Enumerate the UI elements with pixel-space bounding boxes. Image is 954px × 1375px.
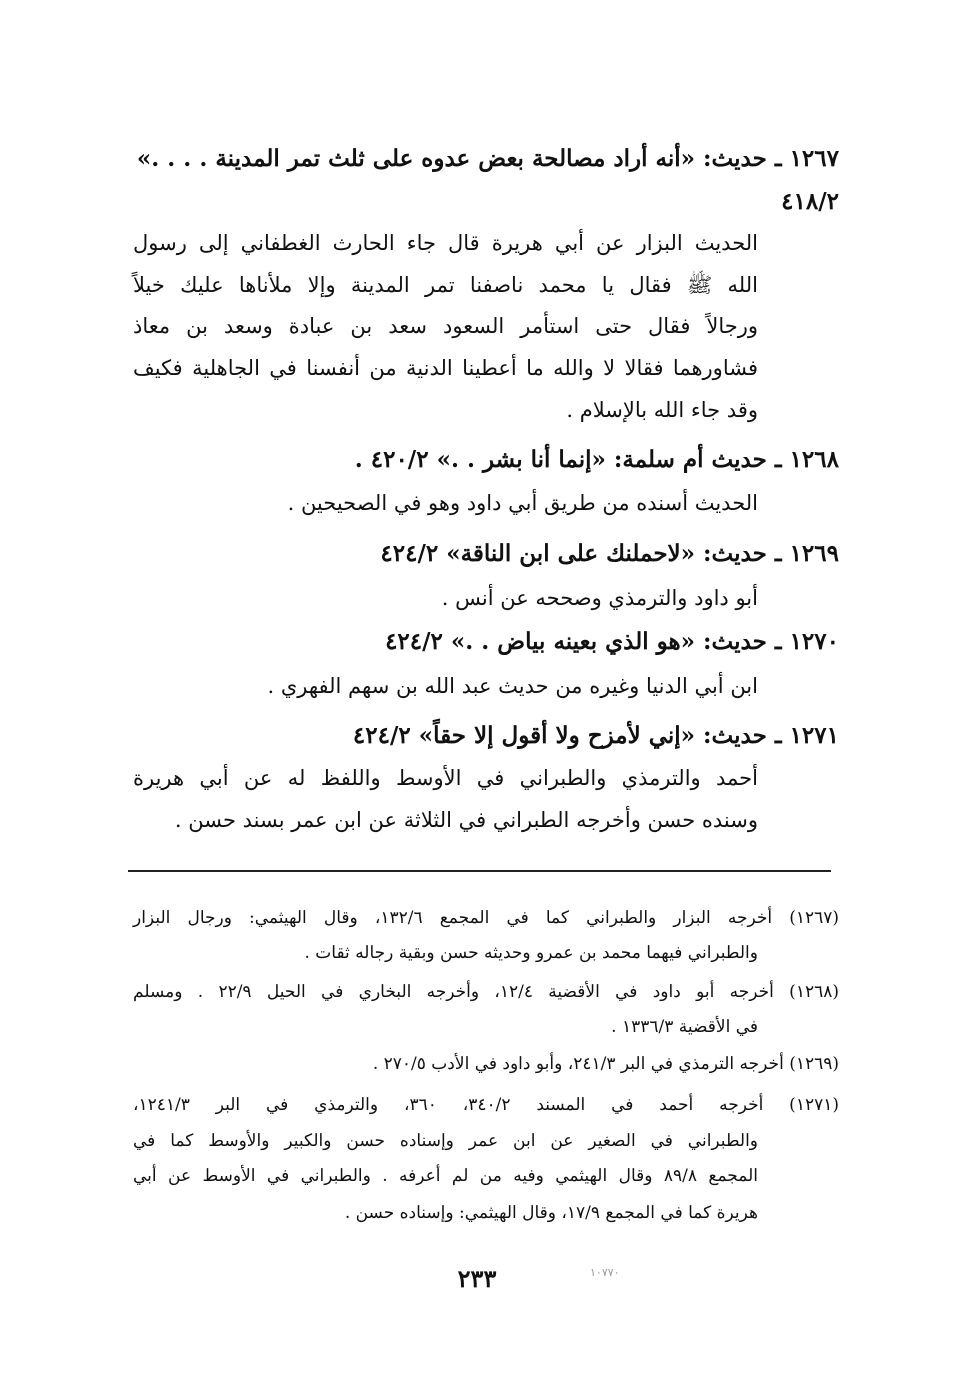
footnote-separator (128, 870, 831, 872)
entry-heading: ١٢٧٠ ـ حديث: «هو الذي بعينه بياض . .» ٤٢٤/٢ (385, 628, 839, 655)
entry-body-line: الحديث أسنده من طريق أبي داود وهو في الصحيحين . (287, 491, 758, 515)
footnote-line: المجمع ٨٩/٨ وقال الهيثمي وفيه من لم أعرفه . والطبراني في الأوسط عن أبي (133, 1166, 758, 1186)
entry-body-line: ابن أبي الدنيا وغيره من حديث عبد الله بن سهم الفهري . (267, 674, 758, 698)
entry-body-line: وقد جاء الله بالإسلام . (566, 398, 758, 422)
entry-body-line: الحديث البزار عن أبي هريرة قال جاء الحارث الغطفاني إلى رسول (133, 231, 758, 255)
footnote-line: في الأقضية ١٣٣٦/٣ . (611, 1017, 758, 1037)
entry-body-line: أبو داود والترمذي وصححه عن أنس . (441, 586, 758, 610)
page-number: ٢٣٣ (457, 1264, 497, 1293)
footnote-line: والطبراني فيهما محمد بن عمرو وحديثه حسن وبقية رجاله ثقات . (304, 943, 758, 963)
footnote-line: (١٢٦٩) أخرجه الترمذي في البر ٢٤١/٣، وأبو داود في الأدب ٢٧٠/٥ . (372, 1054, 839, 1074)
entry-heading: ١٢٦٩ ـ حديث: «لاحملنك على ابن الناقة» ٤٢٤/٢ (380, 540, 839, 567)
footnote-line: (١٢٦٧) أخرجه البزار والطبراني كما في المجمع ١٣٢/٦، وقال الهيثمي: ورجال البزار (133, 908, 839, 928)
footnote-line: (١٢٦٨) أخرجه أبو داود في الأقضية ١٢/٤، وأخرجه البخاري في الحيل ٢٢/٩ . ومسلم (133, 982, 839, 1002)
entry-heading: ١٢٧١ ـ حديث: «إني لأمزح ولا أقول إلا حقاً» ٤٢٤/٢ (352, 722, 839, 749)
faint-stamp: ١٠٧٧٠ (590, 1266, 620, 1279)
entry-body-line: فشاورهما فقالا لا والله ما أعطينا الدنية من أنفسنا في الجاهلية فكيف (133, 356, 758, 380)
entry-body-line: وسنده حسن وأخرجه الطبراني في الثلاثة عن ابن عمر بسند حسن . (174, 808, 758, 832)
footnote-line: (١٢٧١) أخرجه أحمد في المسند ٣٤٠/٢، ٣٦٠، والترمذي في البر ١٢٤١/٣، (133, 1095, 839, 1115)
entry-reference: ٤١٨/٢ (781, 188, 839, 215)
entry-body-line: أحمد والترمذي والطبراني في الأوسط واللفظ له عن أبي هريرة (133, 766, 758, 790)
entry-body-line: الله ﷺ فقال يا محمد ناصفنا تمر المدينة وإلا ملأناها عليك خيلاً (133, 273, 758, 297)
entry-body-line: ورجالاً فقال حتى استأمر السعود سعد بن عبادة وسعد بن معاذ (133, 314, 758, 338)
footnote-line: والطبراني في الصغير عن ابن عمر وإسناده حسن والكبير والأوسط كما في (133, 1131, 758, 1151)
footnote-line: هريرة كما في المجمع ١٧/٩، وقال الهيثمي: وإسناده حسن . (344, 1203, 758, 1223)
entry-heading: ١٢٦٨ ـ حديث أم سلمة: «إنما أنا بشر . .» ٤٢٠/٢ . (354, 446, 839, 473)
entry-heading: ١٢٦٧ ـ حديث: «أنه أراد مصالحة بعض عدوه على ثلث تمر المدينة . . . .» (136, 145, 839, 172)
